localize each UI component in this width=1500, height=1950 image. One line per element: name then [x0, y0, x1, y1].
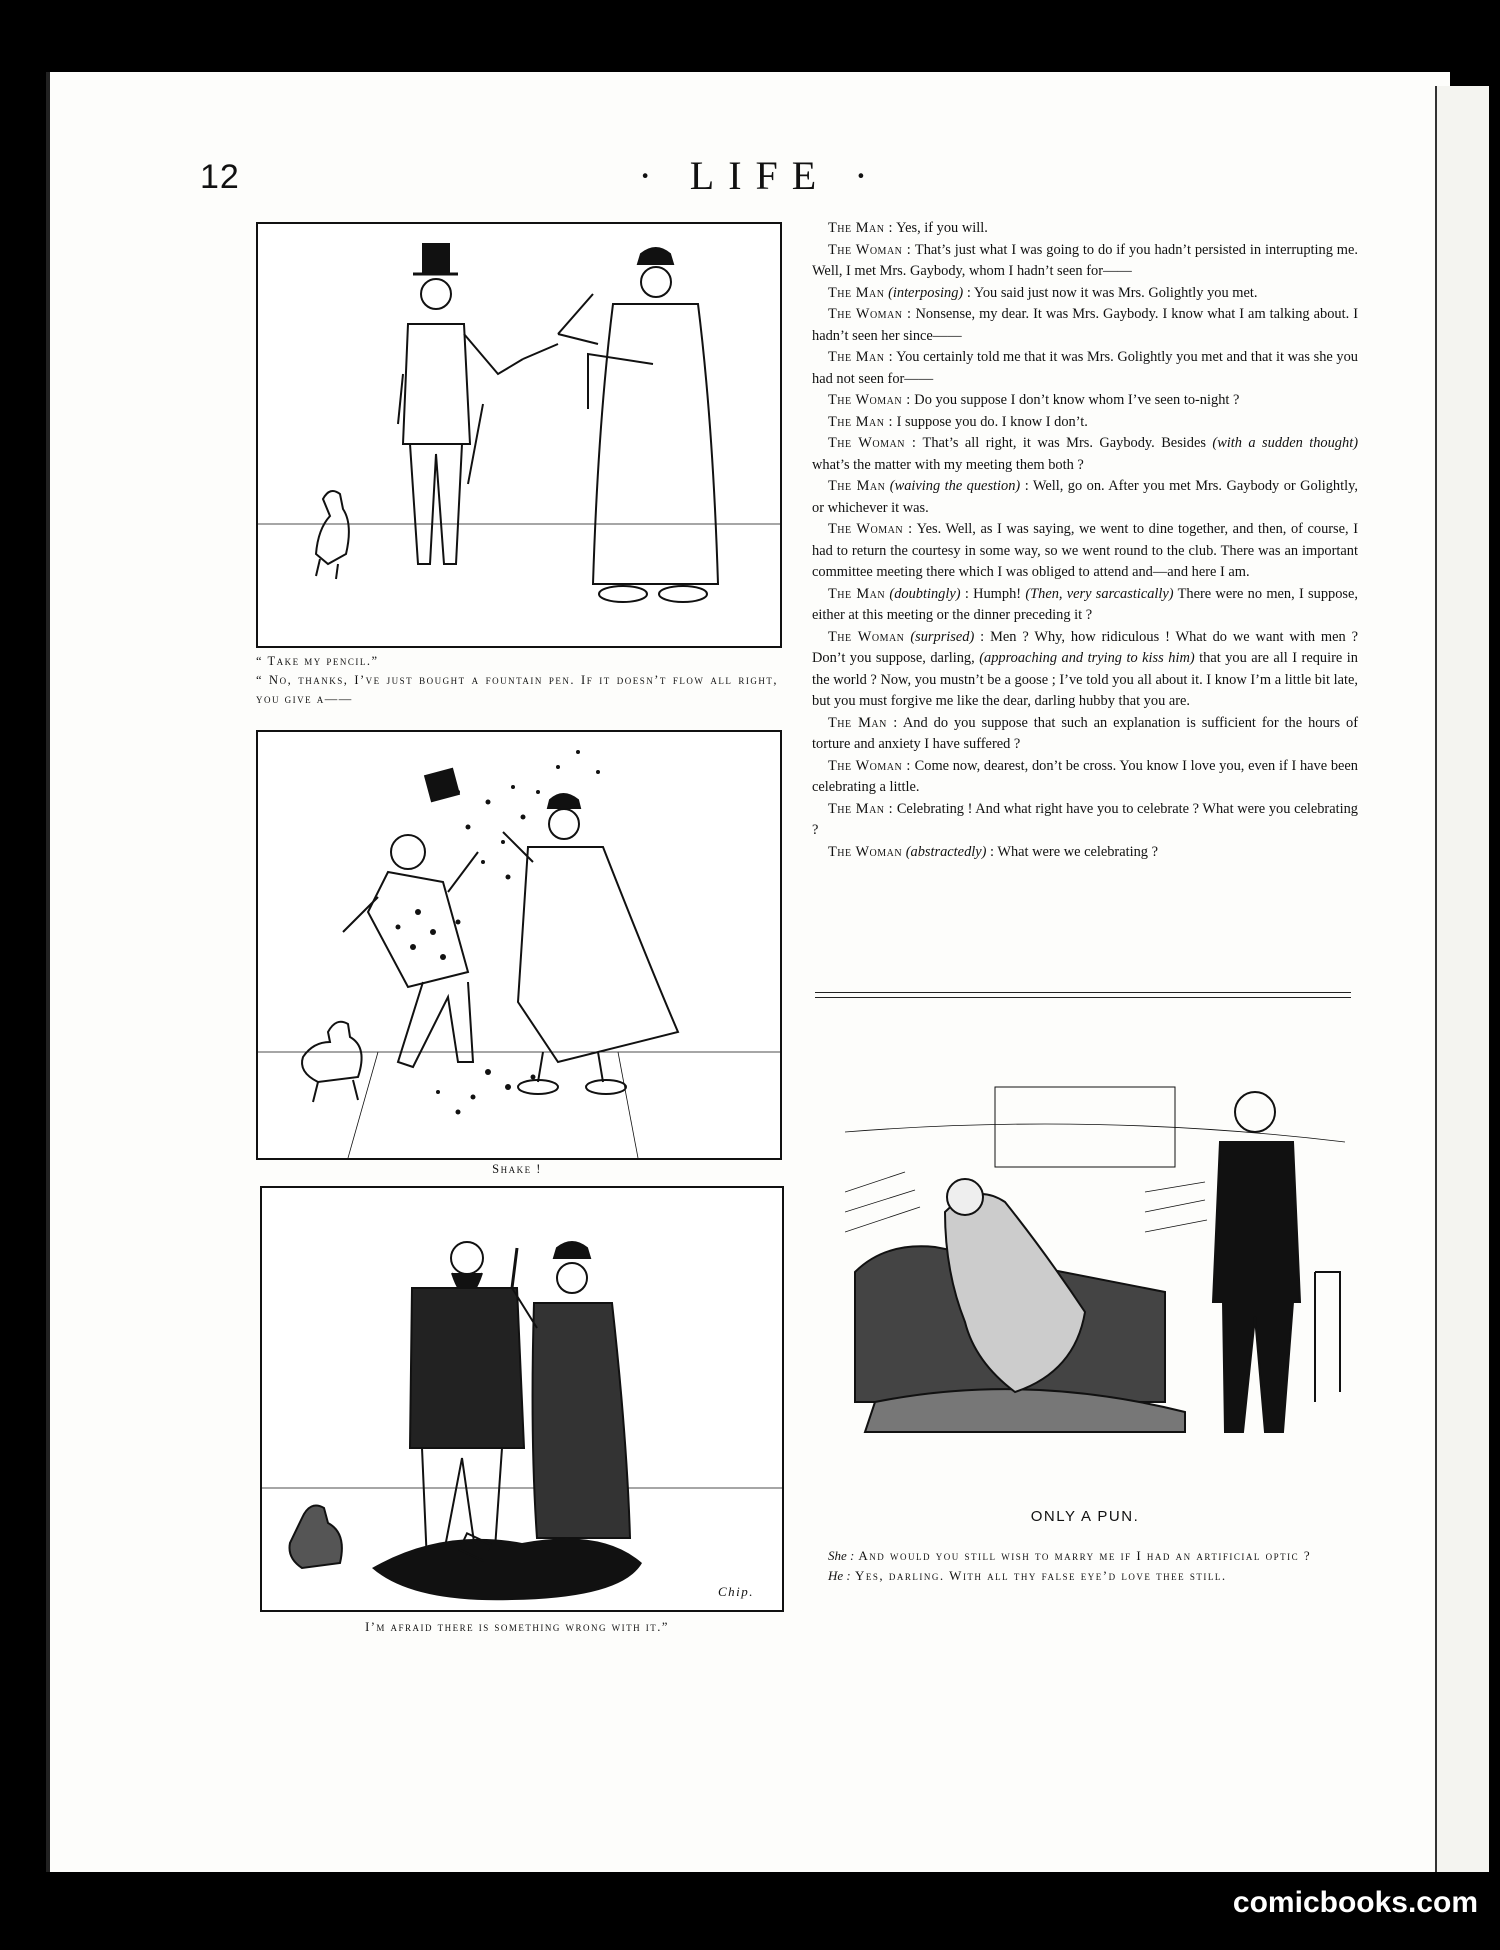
- dialogue-text: You certainly told me that it was Mrs. Golightly you met and that it was she you had not seen for——: [812, 349, 1358, 387]
- dialogue-speaker: The Man :: [828, 800, 894, 817]
- pun-title: ONLY A PUN.: [1030, 1508, 1140, 1525]
- dialogue-text: I suppose you do. I know I don’t.: [893, 413, 1088, 430]
- pun-speaker-she: She :: [828, 1548, 855, 1563]
- dialogue-text: That’s all right, it was Mrs. Gaybody. Besides: [916, 435, 1213, 451]
- dialogue-text: that you are all I require in the world ? Now, you mustn’t be a goose ; I’ve told you all about it. I know I’m a little bit late, but you must forgive me like the dear, darling hubby that you are.: [812, 650, 1358, 709]
- stage-direction: (doubtingly): [889, 585, 961, 602]
- dialogue-speaker: The Woman :: [828, 521, 913, 537]
- section-divider: [815, 992, 1351, 993]
- cartoon-1-caption: [256, 652, 778, 709]
- stage-direction: (surprised): [910, 628, 975, 645]
- cartoon-panel-3: [260, 1186, 784, 1612]
- cartoon-panel-1: [256, 222, 782, 648]
- dialogue-text: Yes, if you will.: [893, 220, 988, 236]
- stage-direction: (waiving the question): [889, 478, 1021, 494]
- dialogue-speaker: The Man :: [828, 220, 894, 236]
- dialogue-line: [812, 756, 1358, 799]
- dialogue-line: [812, 218, 1358, 240]
- dialogue-text: Come now, dearest, don’t be cross. You know I love you, even if I have been celebrating a little.: [812, 757, 1358, 795]
- dialogue-text: : Men ? Why, how ridiculous ! What do we want with men ? Don’t you suppose, darling,: [812, 628, 1358, 666]
- dialogue-text: There were no men, I suppose, either at this meeting or the dinner preceding it ?: [812, 585, 1358, 623]
- dialogue-text: Do you suppose I don’t know whom I’ve seen to-night ?: [910, 392, 1240, 408]
- dialogue-line: [812, 584, 1358, 627]
- stage-direction: (Then, very sarcastically): [1025, 585, 1174, 602]
- dialogue-text: And do you suppose that such an explanation is sufficient for the hours of torture and anxiety I have suffered ?: [812, 714, 1358, 752]
- dialogue-speaker: The Woman :: [828, 435, 917, 451]
- cartoon-2-caption: [256, 1160, 778, 1179]
- dialogue-speaker: The Man: [828, 284, 885, 301]
- dialogue-speaker: The Woman :: [828, 392, 911, 408]
- pencil-cartoon-illustration: [258, 224, 780, 646]
- dialogue-line: [812, 283, 1358, 305]
- dialogue-line: [812, 240, 1358, 283]
- cartoon-3-caption: [256, 1618, 778, 1637]
- dialogue-line: [812, 347, 1358, 390]
- page-number: 12: [200, 158, 240, 196]
- pun-line-he: [812, 1566, 1358, 1586]
- dialogue-line: [812, 519, 1358, 584]
- dialogue-speaker: The Woman :: [828, 306, 912, 322]
- pun-speaker-he: He :: [828, 1568, 851, 1583]
- stage-direction: (with a sudden thought): [1212, 435, 1358, 451]
- cartoon-1-caption-line-2: “ No, thanks, I’ve just bought a fountain pen. If it doesn’t flow all right, you give a——: [256, 673, 778, 706]
- cartoon-3-caption-line-1: I’m afraid there is something wrong with it.”: [365, 1620, 669, 1634]
- dialogue-text: : Humph!: [960, 585, 1026, 602]
- dialogue-speaker: The Man :: [828, 349, 894, 365]
- dialogue-text: : Well, go on. After you met Mrs. Gaybody or Golightly, or whichever it was.: [812, 478, 1358, 516]
- dialogue-text: That’s just what I was going to do if you hadn’t persisted in interrupting me. Well, I met Mrs. Gaybody, whom I hadn’t seen for——: [812, 241, 1358, 279]
- cartoon-1-caption-line-1: “ Take my pencil.”: [256, 654, 379, 668]
- dialogue-line: [812, 799, 1358, 842]
- cartoon-2-caption-line-1: Shake !: [492, 1162, 542, 1176]
- masthead-title: · LIFE ·: [638, 153, 882, 198]
- pun-dialogue: [812, 1546, 1358, 1586]
- dialogue-line: [812, 842, 1358, 864]
- dialogue-line: [812, 412, 1358, 434]
- dialogue-text: : You said just now it was Mrs. Golightly you met.: [963, 284, 1258, 301]
- dialogue-line: [812, 627, 1358, 713]
- dialogue-speaker: The Man :: [828, 714, 898, 731]
- pun-line-she: [812, 1546, 1358, 1566]
- stage-direction: (approaching and trying to kiss him): [979, 650, 1195, 666]
- dialogue-text: Yes. Well, as I was saying, we went to dine together, and then, of course, I had to return the courtesy in some way, so we went round to the club. There was an important committee meeting there which I was obliged to attend and—and here I am.: [812, 521, 1358, 580]
- dialogue-speaker: The Woman: [828, 628, 905, 645]
- only-a-pun-illustration: [845, 1072, 1345, 1474]
- pun-text-he: Yes, darling. With all thy false eye’d love thee still.: [850, 1568, 1227, 1583]
- stage-direction: (abstractedly): [905, 843, 987, 860]
- dialogue-speaker: The Woman :: [828, 757, 911, 774]
- dialogue-text: what’s the matter with my meeting them both ?: [812, 456, 1084, 473]
- ink-spill-cartoon-illustration: [262, 1188, 782, 1610]
- dialogue-speaker: The Woman: [828, 843, 903, 860]
- dialogue-line: [812, 433, 1358, 476]
- facing-page-edge: [1435, 86, 1489, 1872]
- cartoon-panel-2: [256, 730, 782, 1160]
- dialogue-speaker: The Woman :: [828, 241, 912, 258]
- stage-direction: (interposing): [888, 284, 964, 301]
- dialogue-text: : What were we celebrating ?: [986, 843, 1158, 860]
- dialogue-line: [812, 304, 1358, 347]
- dialogue-line: [812, 476, 1358, 519]
- dialogue-speaker: The Man: [828, 478, 886, 494]
- dialogue-text: Celebrating ! And what right have you to celebrate ? What were you celebrating ?: [812, 800, 1358, 838]
- dialogue-text: Nonsense, my dear. It was Mrs. Gaybody. I know what I am talking about. I hadn’t seen her since——: [812, 306, 1358, 344]
- dialogue-line: [812, 390, 1358, 412]
- dialogue-line: [812, 713, 1358, 756]
- dialogue-speaker: The Man :: [828, 413, 894, 430]
- cartoon-3-signature: Chip.: [718, 1584, 755, 1599]
- section-divider: [815, 997, 1351, 998]
- dialogue-column: [812, 218, 1358, 863]
- dialogue-speaker: The Man: [828, 585, 886, 602]
- watermark: comicbooks.com: [1232, 1886, 1478, 1919]
- pun-text-she: And would you still wish to marry me if I had an artificial optic ?: [854, 1548, 1312, 1563]
- shake-cartoon-illustration: [258, 732, 780, 1158]
